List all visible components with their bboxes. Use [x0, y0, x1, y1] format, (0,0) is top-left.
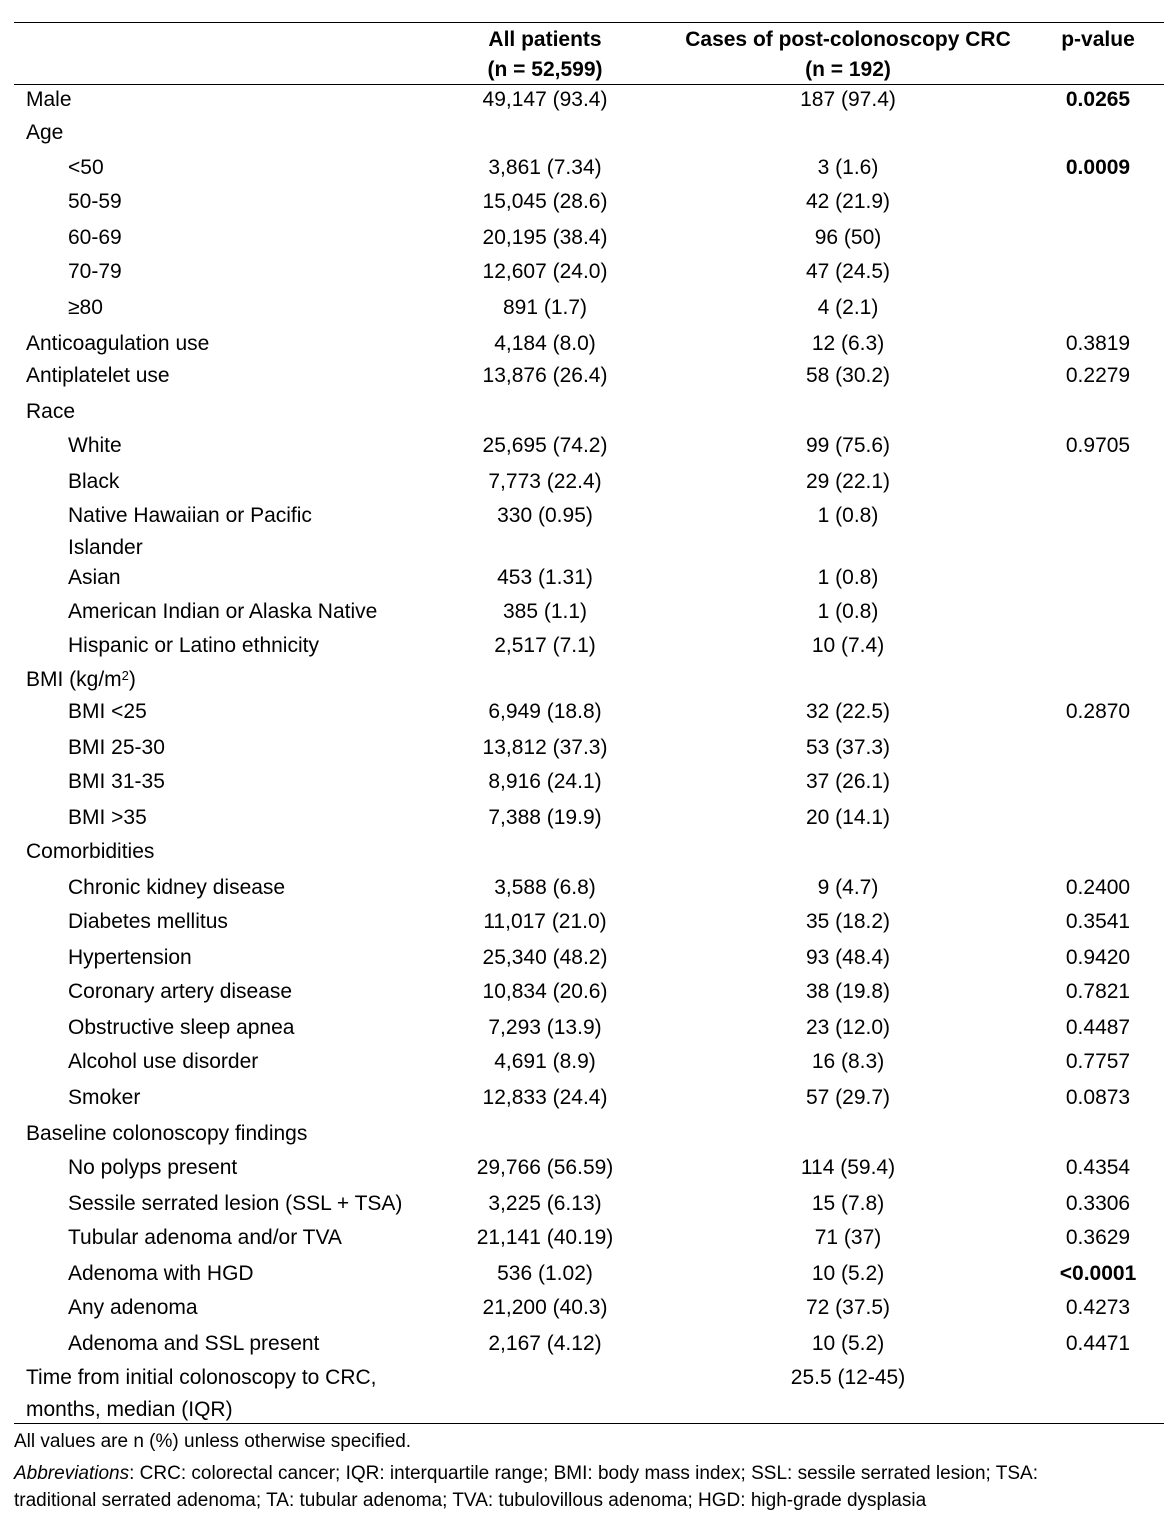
row-label	[68, 297, 103, 319]
cases-value: 3 (1.6)	[817, 156, 879, 179]
row-label-text: 50-59	[68, 190, 122, 213]
cases-value: 15 (7.8)	[811, 1192, 885, 1215]
row-label	[68, 701, 147, 723]
cases-value: 42 (21.9)	[805, 190, 891, 213]
p-value: 0.4273	[1065, 1296, 1131, 1319]
all-patients-value: 7,388 (19.9)	[488, 806, 602, 829]
row-label-text: Alcohol use disorder	[68, 1050, 259, 1073]
header-cases-n: (n = 192)	[805, 58, 891, 81]
row-label-text: Comorbidities	[26, 840, 155, 863]
row-label-text: Black	[68, 470, 120, 493]
row-label-text: Native Hawaiian or Pacific	[68, 504, 312, 527]
row-label	[26, 89, 72, 111]
row-label	[68, 227, 122, 249]
row-label-text: BMI <25	[68, 700, 147, 723]
header-all-patients	[488, 29, 603, 81]
all-patients-value: 13,812 (37.3)	[482, 736, 608, 759]
cases-value: 20 (14.1)	[805, 806, 891, 829]
row-label-text: Hypertension	[68, 946, 192, 969]
header-rule	[14, 84, 1164, 85]
row-label-line2: months, median (IQR)	[26, 1398, 233, 1421]
row-label-text: 60-69	[68, 226, 122, 249]
p-value: 0.3541	[1065, 910, 1131, 933]
cases-value: 35 (18.2)	[805, 910, 891, 933]
all-patients-value: 2,517 (7.1)	[494, 634, 596, 657]
all-patients-value: 3,861 (7.34)	[488, 156, 602, 179]
cases-value: 16 (8.3)	[811, 1050, 885, 1073]
top-rule	[14, 22, 1164, 23]
p-value: 0.0873	[1065, 1086, 1131, 1109]
row-label	[68, 567, 121, 589]
row-label	[68, 471, 119, 493]
row-label-superscript: 2	[121, 668, 129, 683]
cases-value: 96 (50)	[814, 226, 882, 249]
all-patients-value: 13,876 (26.4)	[482, 364, 608, 387]
cases-value: 10 (5.2)	[811, 1262, 885, 1285]
row-label	[68, 807, 147, 829]
row-label	[68, 1157, 237, 1179]
abbreviations-text: : CRC: colorectal cancer; IQR: interquartile range; BMI: body mass index; SSL: sessile serrated lesion; TSA:	[129, 1463, 1038, 1484]
row-label-text: Asian	[68, 566, 121, 589]
p-value: 0.4471	[1065, 1332, 1131, 1355]
all-patients-value: 4,691 (8.9)	[494, 1050, 596, 1073]
bottom-rule	[14, 1423, 1164, 1424]
all-patients-value: 536 (1.02)	[497, 1262, 593, 1285]
row-label	[26, 1367, 377, 1421]
row-label-text: BMI 31-35	[68, 770, 165, 793]
p-value: 0.2870	[1065, 700, 1131, 723]
cases-value: 187 (97.4)	[800, 88, 896, 111]
cases-value: 23 (12.0)	[805, 1016, 891, 1039]
row-label	[68, 981, 292, 1003]
row-label	[26, 401, 75, 423]
row-label-text: Tubular adenoma and/or TVA	[68, 1226, 342, 1249]
p-value: <0.0001	[1059, 1262, 1137, 1285]
row-label	[68, 877, 285, 899]
cases-value: 10 (5.2)	[811, 1332, 885, 1355]
row-label	[68, 1297, 198, 1319]
row-label-line2: Islander	[68, 536, 143, 559]
p-value: 0.9420	[1065, 946, 1131, 969]
cases-value: 10 (7.4)	[811, 634, 885, 657]
row-label	[26, 669, 136, 691]
all-patients-value: 4,184 (8.0)	[494, 332, 596, 355]
all-patients-value: 20,195 (38.4)	[482, 226, 608, 249]
p-value: 0.0265	[1065, 88, 1131, 111]
row-label	[68, 947, 192, 969]
cases-value: 25.5 (12-45)	[790, 1366, 906, 1389]
p-value: 0.0009	[1065, 156, 1131, 179]
cases-value: 93 (48.4)	[805, 946, 891, 969]
row-label	[68, 435, 122, 457]
all-patients-value: 330 (0.95)	[497, 504, 593, 527]
row-label-text: ≥80	[68, 296, 103, 319]
row-label-text: Baseline colonoscopy findings	[26, 1122, 308, 1145]
row-label-text: Male	[26, 88, 72, 111]
all-patients-value: 453 (1.31)	[497, 566, 593, 589]
row-label	[68, 1227, 342, 1249]
all-patients-value: 25,340 (48.2)	[482, 946, 608, 969]
row-label	[68, 157, 104, 179]
p-value: 0.4487	[1065, 1016, 1131, 1039]
all-patients-value: 3,225 (6.13)	[488, 1192, 602, 1215]
cases-value: 1 (0.8)	[817, 600, 879, 623]
header-all-patients-title: All patients	[488, 28, 602, 51]
header-p-value: p-value	[1061, 28, 1135, 51]
p-value: 0.3819	[1065, 332, 1131, 355]
row-label	[68, 737, 165, 759]
cases-value: 114 (59.4)	[800, 1156, 896, 1179]
row-label-text: Adenoma and SSL present	[68, 1332, 320, 1355]
row-label-text: Adenoma with HGD	[68, 1262, 254, 1285]
all-patients-value: 21,200 (40.3)	[482, 1296, 608, 1319]
all-patients-value: 21,141 (40.19)	[476, 1226, 614, 1249]
row-label-text: Any adenoma	[68, 1296, 198, 1319]
row-label	[68, 1333, 319, 1355]
row-label	[68, 1087, 140, 1109]
p-value: 0.7821	[1065, 980, 1131, 1003]
p-value: 0.7757	[1065, 1050, 1131, 1073]
row-label-text: Diabetes mellitus	[68, 910, 228, 933]
row-label-text: Hispanic or Latino ethnicity	[68, 634, 319, 657]
all-patients-value: 7,773 (22.4)	[488, 470, 602, 493]
row-label	[68, 1051, 258, 1073]
row-label-text: BMI >35	[68, 806, 147, 829]
all-patients-value: 6,949 (18.8)	[488, 700, 602, 723]
row-label	[68, 635, 319, 657]
p-value: 0.3306	[1065, 1192, 1131, 1215]
row-label-text: Antiplatelet use	[26, 364, 170, 387]
row-label	[68, 1017, 294, 1039]
cases-value: 37 (26.1)	[805, 770, 891, 793]
row-label	[68, 601, 377, 623]
row-label-text: Smoker	[68, 1086, 141, 1109]
row-label	[68, 911, 228, 933]
p-value: 0.9705	[1065, 434, 1131, 457]
all-patients-value: 15,045 (28.6)	[482, 190, 608, 213]
row-label-text: Anticoagulation use	[26, 332, 210, 355]
row-label	[68, 261, 122, 283]
cases-value: 1 (0.8)	[817, 566, 879, 589]
cases-value: 12 (6.3)	[811, 332, 885, 355]
row-label-text: BMI 25-30	[68, 736, 165, 759]
row-label	[68, 1193, 402, 1215]
row-label-text: No polyps present	[68, 1156, 238, 1179]
cases-value: 47 (24.5)	[805, 260, 891, 283]
all-patients-value: 12,607 (24.0)	[482, 260, 608, 283]
row-label-text: White	[68, 434, 122, 457]
row-label-text: <50	[68, 156, 104, 179]
row-label-tail: )	[128, 668, 136, 691]
row-label-text: Obstructive sleep apnea	[68, 1016, 295, 1039]
cases-value: 71 (37)	[814, 1226, 882, 1249]
all-patients-value: 10,834 (20.6)	[482, 980, 608, 1003]
footnote-abbreviations	[14, 1463, 1038, 1485]
cases-value: 4 (2.1)	[817, 296, 879, 319]
row-label	[26, 122, 63, 144]
all-patients-value: 385 (1.1)	[502, 600, 588, 623]
row-label	[68, 505, 312, 559]
row-label-text: American Indian or Alaska Native	[68, 600, 378, 623]
row-label	[26, 1123, 307, 1145]
row-label	[68, 771, 165, 793]
cases-value: 1 (0.8)	[817, 504, 879, 527]
row-label-text: Race	[26, 400, 76, 423]
row-label-text: Age	[26, 121, 64, 144]
cases-value: 9 (4.7)	[817, 876, 879, 899]
p-value: 0.2279	[1065, 364, 1131, 387]
cases-value: 57 (29.7)	[805, 1086, 891, 1109]
cases-value: 32 (22.5)	[805, 700, 891, 723]
all-patients-value: 25,695 (74.2)	[482, 434, 608, 457]
all-patients-value: 891 (1.7)	[502, 296, 588, 319]
cases-value: 53 (37.3)	[805, 736, 891, 759]
row-label	[26, 841, 154, 863]
row-label-text: BMI (kg/m	[26, 668, 122, 691]
cases-value: 72 (37.5)	[805, 1296, 891, 1319]
header-cases-title: Cases of post-colonoscopy CRC	[685, 28, 1011, 51]
row-label-text: 70-79	[68, 260, 122, 283]
cases-value: 99 (75.6)	[805, 434, 891, 457]
p-value: 0.2400	[1065, 876, 1131, 899]
header-all-patients-n: (n = 52,599)	[487, 58, 603, 81]
row-label	[26, 333, 209, 355]
row-label	[68, 1263, 254, 1285]
row-label-text: Time from initial colonoscopy to CRC,	[26, 1366, 377, 1389]
all-patients-value: 7,293 (13.9)	[488, 1016, 602, 1039]
p-value: 0.3629	[1065, 1226, 1131, 1249]
row-label	[68, 191, 122, 213]
all-patients-value: 29,766 (56.59)	[476, 1156, 614, 1179]
all-patients-value: 3,588 (6.8)	[494, 876, 596, 899]
cases-value: 38 (19.8)	[805, 980, 891, 1003]
row-label	[26, 365, 170, 387]
all-patients-value: 8,916 (24.1)	[488, 770, 602, 793]
all-patients-value: 11,017 (21.0)	[483, 910, 607, 933]
footnote-abbreviations-cont: traditional serrated adenoma; TA: tubular adenoma; TVA: tubulovillous adenoma; HGD: high-grade dysplasia	[14, 1490, 927, 1511]
row-label-text: Coronary artery disease	[68, 980, 293, 1003]
p-value: 0.4354	[1065, 1156, 1131, 1179]
footnote-values: All values are n (%) unless otherwise specified.	[14, 1431, 412, 1452]
row-label-text: Sessile serrated lesion (SSL + TSA)	[68, 1192, 403, 1215]
abbreviations-label: Abbreviations	[14, 1463, 130, 1484]
all-patients-value: 12,833 (24.4)	[482, 1086, 608, 1109]
all-patients-value: 49,147 (93.4)	[482, 88, 608, 111]
cases-value: 29 (22.1)	[805, 470, 891, 493]
header-cases	[685, 29, 1011, 81]
cases-value: 58 (30.2)	[805, 364, 891, 387]
row-label-text: Chronic kidney disease	[68, 876, 286, 899]
all-patients-value: 2,167 (4.12)	[488, 1332, 602, 1355]
